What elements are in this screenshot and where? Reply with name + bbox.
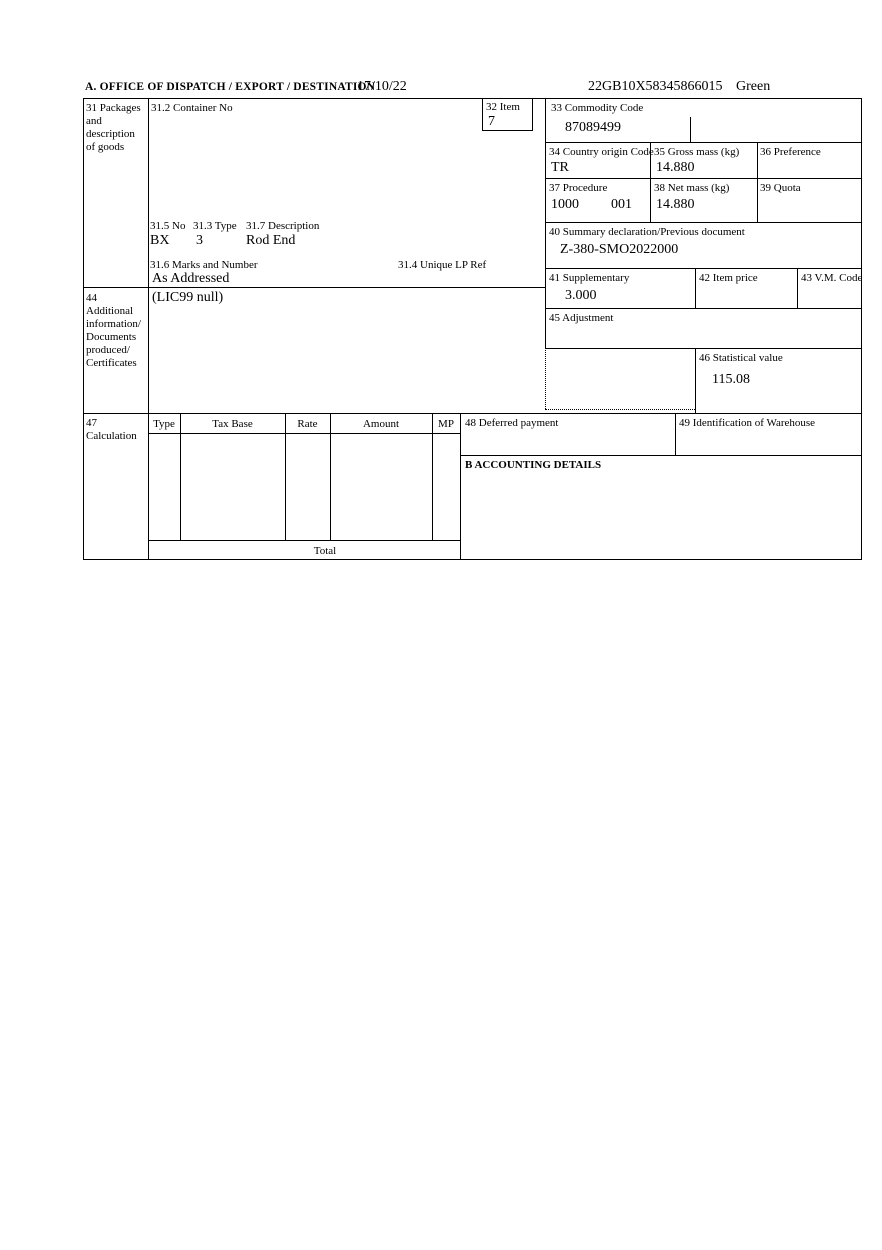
dotted-bottom-rule — [545, 409, 695, 410]
calc-col-type: Type — [153, 418, 175, 430]
calc-col-mp: MP — [438, 418, 454, 430]
box-46-value: 115.08 — [712, 372, 750, 387]
box-41-label: 41 Supplementary — [549, 272, 630, 284]
box-44-label-line5: produced/ — [86, 344, 130, 356]
divider-48-49 — [675, 413, 676, 455]
box-33-value: 87089499 — [565, 120, 621, 135]
divider-42-43 — [797, 268, 798, 308]
box-47-label — [86, 417, 137, 443]
box-45-label: 45 Adjustment — [549, 312, 614, 324]
rule-below-40 — [545, 268, 862, 269]
box-32-value: 7 — [488, 114, 495, 129]
box-44-value: (LIC99 null) — [152, 290, 224, 305]
box-37-value-2: 001 — [611, 197, 632, 212]
box-35-label: 35 Gross mass (kg) — [654, 146, 740, 158]
left-column-divider — [148, 98, 149, 560]
divider-35-36 — [757, 142, 758, 222]
box-40-value: Z-380-SMO2022000 — [560, 242, 679, 257]
rule-below-31 — [83, 287, 545, 288]
box-49-label: 49 Identification of Warehouse — [679, 417, 816, 429]
box-31-4-label: 31.4 Unique LP Ref — [398, 259, 487, 271]
right-section-divider — [545, 98, 546, 348]
box-41-value: 3.000 — [565, 288, 597, 303]
commodity-code-tick — [690, 117, 691, 142]
form-outer-frame — [83, 98, 862, 560]
calc-col-rate: Rate — [297, 418, 318, 430]
box-44-label-line6: Certificates — [86, 357, 137, 369]
box-31-3-value: 3 — [196, 233, 203, 248]
calc-right-divider — [460, 413, 461, 560]
rule-below-37 — [545, 222, 862, 223]
box-31-label-line1: 31 Packages — [86, 102, 141, 114]
calc-col-amount: Amount — [362, 418, 400, 430]
box-43-label: 43 V.M. Code — [801, 272, 863, 284]
box-31-7-value: Rod End — [246, 233, 296, 248]
box-44-label-line4: Documents — [86, 331, 137, 343]
rule-below-41 — [545, 308, 862, 309]
box-36-label: 36 Preference — [760, 146, 821, 158]
section-a-title: A. OFFICE OF DISPATCH / EXPORT / DESTINATION — [85, 81, 376, 93]
box-31-3-label: 31.3 Type — [193, 220, 237, 232]
box-47-label-line1: 47 — [86, 417, 97, 429]
box-31-label-line4: of goods — [86, 141, 125, 153]
rule-below-48 — [460, 455, 862, 456]
rule-calc-top — [83, 413, 862, 414]
box-48-label: 48 Deferred payment — [465, 417, 559, 429]
rule-below-33 — [545, 142, 862, 143]
box-33-label: 33 Commodity Code — [551, 102, 644, 114]
box-44-label-line3: information/ — [86, 318, 141, 330]
box-32-label: 32 Item — [486, 101, 520, 113]
box-31-label-line3: description — [86, 128, 135, 140]
box-31-5-value: BX — [150, 233, 170, 248]
calc-total-label: Total — [313, 545, 337, 557]
box-37-value-1: 1000 — [551, 197, 579, 212]
box-44-label — [86, 292, 141, 370]
mrn-number: 22GB10X58345866015 — [588, 79, 723, 94]
box-38-label: 38 Net mass (kg) — [654, 182, 730, 194]
box-44-label-line1: 44 — [86, 292, 97, 304]
box-31-6-label: 31.6 Marks and Number — [150, 259, 258, 271]
box-38-value: 14.880 — [656, 197, 695, 212]
box-34-label: 34 Country origin Code — [549, 146, 654, 158]
box-47-label-line2: Calculation — [86, 430, 137, 442]
box-37-label: 37 Procedure — [549, 182, 608, 194]
rule-below-45 — [545, 348, 862, 349]
divider-41-42 — [695, 268, 696, 308]
box-b-accounting-label: B ACCOUNTING DETAILS — [465, 459, 602, 471]
rule-below-34 — [545, 178, 862, 179]
dispatch-date: 17/10/22 — [357, 79, 407, 94]
box-46-label: 46 Statistical value — [699, 352, 783, 364]
calc-col-tax-base: Tax Base — [212, 418, 253, 430]
box-31-2-label: 31.2 Container No — [151, 102, 233, 114]
divider-46-left — [695, 348, 696, 413]
box-31-label — [86, 102, 141, 154]
routing-indicator: Green — [736, 79, 771, 94]
box-35-value: 14.880 — [656, 160, 695, 175]
box-42-label: 42 Item price — [699, 272, 758, 284]
box-31-5-label: 31.5 No — [150, 220, 186, 232]
box-31-label-line2: and — [86, 115, 102, 127]
box-31-6-value: As Addressed — [152, 271, 230, 286]
box-40-label: 40 Summary declaration/Previous document — [549, 226, 745, 238]
box-39-label: 39 Quota — [760, 182, 801, 194]
box-34-value: TR — [551, 160, 569, 175]
dotted-left-divider — [545, 348, 546, 409]
rule-calc-body-bottom — [148, 540, 460, 541]
rule-calc-header-bottom — [148, 433, 460, 434]
box-44-label-line2: Additional — [86, 305, 134, 317]
box-31-7-label: 31.7 Description — [246, 220, 320, 232]
